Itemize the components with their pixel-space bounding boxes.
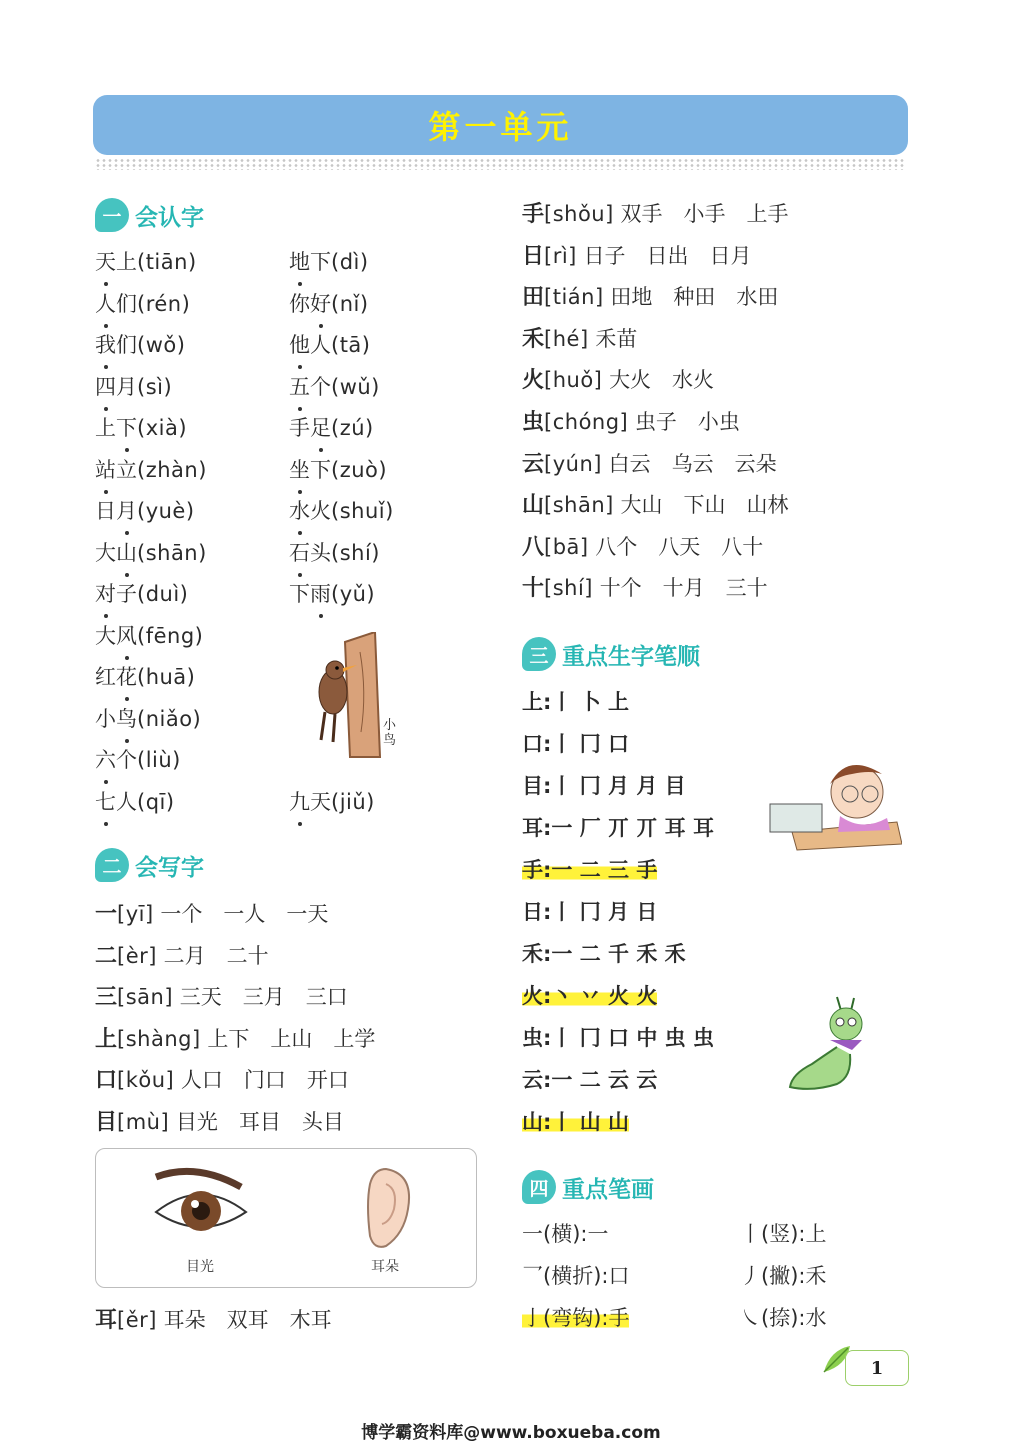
pinyin: (dì) (331, 250, 369, 274)
recognize-item (95, 329, 185, 359)
pinyin: (shí) (331, 540, 380, 565)
word-char: 地 (289, 246, 310, 276)
write-item (522, 280, 778, 311)
recognize-item (95, 537, 207, 567)
stroke-order-row (522, 1064, 657, 1094)
bird-caption: 小鸟 (383, 718, 397, 748)
write-char: 云 (522, 451, 545, 477)
stroke-order-row (522, 980, 657, 1010)
pinyin: (nǐ) (331, 291, 369, 316)
write-item (95, 897, 328, 928)
write-item (522, 239, 752, 270)
word-char: 他 (289, 329, 310, 359)
stroke-order-row (522, 686, 629, 716)
write-item (95, 939, 269, 970)
word-char: 五 (289, 371, 310, 401)
pinyin: [yún] (544, 451, 602, 476)
write-char: 田 (522, 285, 545, 311)
unit-title: 第一单元 (428, 108, 573, 146)
example-words: 大火 水火 (609, 368, 715, 393)
stroke-order-text: 口:丨 冂 口 (522, 732, 630, 756)
pinyin: [hé] (544, 326, 589, 351)
example-words: 上下 上山 上学 (207, 1026, 376, 1051)
word-char: 天 (95, 246, 116, 276)
pinyin: (liù) (137, 748, 181, 772)
stroke-order-text: 上:丨 卜 上 (522, 690, 630, 714)
recognize-item (289, 454, 387, 484)
stroke-name-right (740, 1260, 826, 1290)
write-char: 三 (95, 985, 118, 1010)
recognize-item (95, 495, 195, 525)
recognize-item (289, 537, 380, 567)
recognize-item (95, 288, 190, 318)
stroke-order-text: 手:一 二 三 手 (522, 858, 658, 882)
pinyin: (qī) (137, 789, 175, 814)
word-char: 人 (310, 333, 331, 357)
word-char: 山 (116, 537, 137, 567)
word-char: 风 (116, 620, 137, 650)
stroke-order-row (522, 728, 629, 758)
write-item (522, 571, 768, 602)
stroke-order-row (522, 938, 686, 968)
stroke-order-row (522, 854, 657, 884)
stroke-order-row (522, 1022, 714, 1052)
eye-ear-illustration-box (95, 1148, 477, 1288)
pinyin: [tián] (544, 285, 604, 310)
ear-illustration (356, 1164, 416, 1254)
recognize-item (289, 786, 375, 816)
word-char: 对 (95, 578, 116, 608)
example-words: 十个 十月 三十 (599, 576, 768, 601)
word-char: 四 (95, 371, 116, 401)
pinyin: (wǒ) (137, 333, 186, 357)
pinyin: (xià) (137, 416, 188, 440)
stroke-text: 丨(竖):上 (740, 1222, 827, 1246)
example-words: 双手 小手 上手 (620, 202, 789, 226)
word-char: 小 (95, 706, 116, 731)
word-char: 下 (310, 250, 331, 274)
write-item (95, 1063, 349, 1094)
stroke-name-left (522, 1260, 629, 1290)
recognize-item (289, 412, 374, 442)
word-char: 红 (95, 665, 116, 689)
pinyin: [shàng] (117, 1026, 201, 1051)
word-char: 好 (310, 288, 331, 318)
pinyin: [shǒu] (544, 202, 614, 226)
word-char: 天 (310, 790, 331, 814)
word-char: 日 (95, 499, 116, 523)
write-row-er: 耳[ěr] 耳朵 双耳 木耳 (95, 1308, 332, 1333)
recognize-item (289, 495, 394, 525)
footer-watermark: 博学霸资料库@www.boxueba.com (361, 1423, 661, 1443)
recognize-item (289, 371, 380, 401)
section-number-badge: 一 (95, 198, 129, 232)
recognize-item (95, 412, 187, 442)
stroke-order-text: 云:一 二 云 云 (522, 1068, 658, 1092)
pinyin: [shí] (544, 576, 593, 601)
pinyin: (tiān) (137, 250, 197, 274)
example-words: 二月 二十 (163, 943, 269, 968)
write-item (522, 488, 789, 519)
word-char: 下 (289, 582, 310, 606)
write-item (522, 322, 637, 353)
section-header-key-strokes (522, 1170, 654, 1204)
pinyin: (shuǐ) (331, 499, 394, 523)
word-char: 火 (310, 499, 331, 523)
pinyin: (yǔ) (331, 582, 376, 606)
recognize-item (289, 246, 369, 276)
write-item (522, 405, 740, 436)
stroke-order-text: 耳:一 厂 丌 丌 耳 耳 (522, 816, 714, 840)
write-char: 十 (522, 576, 545, 602)
word-char: 子 (116, 582, 137, 606)
word-char: 花 (116, 661, 137, 691)
word-char: 七 (95, 786, 116, 816)
stroke-order-row (522, 812, 714, 842)
stroke-order-text: 山:丨 山 山 (522, 1110, 630, 1134)
write-item (95, 1022, 375, 1053)
section-title: 重点笔画 (562, 1176, 654, 1203)
stroke-order-text: 禾:一 二 千 禾 禾 (522, 942, 686, 966)
recognize-item (95, 744, 181, 774)
word-char: 石 (289, 537, 310, 567)
eye-caption: 目光 (186, 1259, 214, 1275)
word-char: 月 (116, 374, 137, 399)
example-words: 虫子 小虫 (634, 410, 740, 434)
word-char: 水 (289, 495, 310, 525)
dotted-divider (95, 158, 906, 170)
write-char: 口 (95, 1068, 118, 1093)
example-words: 三天 三月 三口 (179, 985, 348, 1009)
example-words: 大山 下山 山林 (620, 493, 789, 518)
boy-reading-illustration (752, 752, 902, 852)
pinyin: (tā) (331, 333, 371, 357)
word-char: 我 (95, 329, 116, 359)
stroke-name-left (522, 1218, 608, 1248)
section-number-badge: 二 (95, 848, 129, 882)
pinyin: [èr] (117, 943, 157, 968)
example-words: 日子 日出 日月 (583, 243, 752, 268)
write-char: 山 (522, 493, 545, 519)
write-char: 二 (95, 943, 118, 969)
write-item (95, 1105, 344, 1136)
section-header-recognize (95, 198, 204, 232)
word-char: 雨 (310, 578, 331, 608)
pinyin: (zuò) (331, 457, 388, 482)
word-char: 大 (95, 623, 116, 648)
example-words: 一个 一人 一天 (160, 902, 329, 926)
write-item (95, 980, 348, 1011)
word-char: 上 (95, 416, 116, 440)
example-words: 田地 种田 水田 (610, 285, 779, 310)
pinyin: (fēng) (137, 623, 204, 648)
stroke-order-text: 目:丨 冂 月 月 目 (522, 774, 686, 798)
write-char: 禾 (522, 326, 545, 352)
recognize-item (289, 288, 369, 318)
stroke-name-left (522, 1302, 629, 1332)
recognize-item (95, 578, 188, 608)
page-number: 1 (845, 1350, 909, 1386)
word-char: 足 (310, 412, 331, 442)
section-title: 重点生字笔顺 (562, 643, 700, 670)
word-char: 月 (116, 495, 137, 525)
stroke-name-right (740, 1302, 826, 1332)
stroke-order-text: 火:丶 丷 火 火 (522, 984, 658, 1008)
section-number-badge: 三 (522, 637, 556, 671)
stroke-text: 乛(横折):口 (522, 1264, 630, 1288)
recognize-item (289, 329, 371, 359)
word-char: 你 (289, 291, 310, 316)
write-item (522, 447, 777, 478)
stroke-order-row (522, 770, 686, 800)
recognize-item (95, 661, 195, 691)
recognize-item (95, 703, 201, 733)
pinyin: [rì] (544, 243, 577, 268)
word-char: 头 (310, 540, 331, 565)
example-words: 八个 八天 八十 (595, 534, 764, 559)
recognize-item (95, 786, 175, 816)
word-char: 鸟 (116, 703, 137, 733)
write-item (522, 363, 714, 394)
recognize-item (95, 620, 203, 650)
unit-banner (93, 95, 908, 155)
word-char: 大 (95, 540, 116, 565)
section-title: 会写字 (135, 854, 204, 881)
stroke-order-text: 日:丨 冂 月 日 (522, 900, 658, 924)
stroke-order-text: 虫:丨 冂 口 中 虫 虫 (522, 1026, 714, 1050)
pinyin: [sān] (117, 985, 174, 1009)
word-char: 们 (116, 291, 137, 316)
pinyin: (niǎo) (137, 706, 202, 731)
word-char: 站 (95, 454, 116, 484)
pinyin: (duì) (137, 582, 189, 606)
pinyin: (shān) (137, 540, 207, 565)
example-words: 禾苗 (595, 326, 638, 351)
word-char: 下 (116, 412, 137, 442)
word-char: 六 (95, 744, 116, 774)
pinyin: (wǔ) (331, 374, 380, 399)
section-header-write (95, 848, 204, 882)
pinyin: (jiǔ) (331, 790, 375, 814)
stroke-order-row (522, 1106, 629, 1136)
write-char: 虫 (522, 410, 545, 435)
pinyin: [huǒ] (544, 368, 603, 393)
word-char: 人 (95, 288, 116, 318)
stroke-order-row (522, 896, 657, 926)
pinyin: (zú) (331, 416, 374, 440)
example-words: 目光 耳目 头目 (175, 1109, 344, 1134)
recognize-item (289, 578, 375, 608)
pinyin: [kǒu] (117, 1068, 175, 1092)
word-char: 下 (310, 457, 331, 482)
stroke-text: 一(横):一 (522, 1222, 609, 1246)
write-char: 火 (522, 368, 545, 394)
recognize-item (95, 454, 207, 484)
write-char: 目 (95, 1109, 118, 1135)
word-char: 坐 (289, 454, 310, 484)
write-char: 一 (95, 902, 118, 927)
write-char: 八 (522, 534, 545, 560)
stroke-text: 丿(撇):禾 (740, 1264, 827, 1288)
word-char: 人 (116, 789, 137, 814)
stroke-name-right (740, 1218, 826, 1248)
stroke-text: ㇏(捺):水 (740, 1306, 827, 1330)
section-title: 会认字 (135, 204, 204, 231)
eye-illustration (151, 1167, 251, 1247)
caterpillar-illustration (782, 992, 872, 1097)
word-char: 手 (289, 416, 310, 440)
stroke-text: 亅(弯钩):手 (522, 1306, 630, 1330)
pinyin: (huā) (137, 665, 196, 689)
write-char: 上 (95, 1026, 118, 1052)
pinyin: (yuè) (137, 499, 195, 523)
pinyin: [chóng] (544, 410, 629, 434)
pinyin: [mù] (117, 1109, 170, 1134)
word-char: 个 (310, 374, 331, 399)
word-char: 立 (116, 457, 137, 482)
word-char: 上 (116, 250, 137, 274)
pinyin: [shān] (544, 493, 614, 518)
pinyin: [bā] (544, 534, 589, 559)
example-words: 白云 乌云 云朵 (608, 451, 777, 476)
recognize-item (95, 246, 197, 276)
word-char: 九 (289, 786, 310, 816)
write-item (522, 530, 763, 561)
ear-caption: 耳朵 (371, 1259, 399, 1275)
section-header-stroke-order (522, 637, 700, 671)
word-char: 们 (116, 333, 137, 357)
pinyin: [yī] (117, 902, 154, 926)
pinyin: (sì) (137, 374, 173, 399)
pinyin: (zhàn) (137, 457, 207, 482)
section-number-badge: 四 (522, 1170, 556, 1204)
recognize-item (95, 371, 172, 401)
write-char: 日 (522, 243, 545, 269)
write-char: 手 (522, 202, 545, 227)
word-char: 个 (116, 748, 137, 772)
example-words: 人口 门口 开口 (180, 1068, 349, 1092)
write-item (522, 197, 789, 228)
pinyin: (rén) (137, 291, 191, 316)
